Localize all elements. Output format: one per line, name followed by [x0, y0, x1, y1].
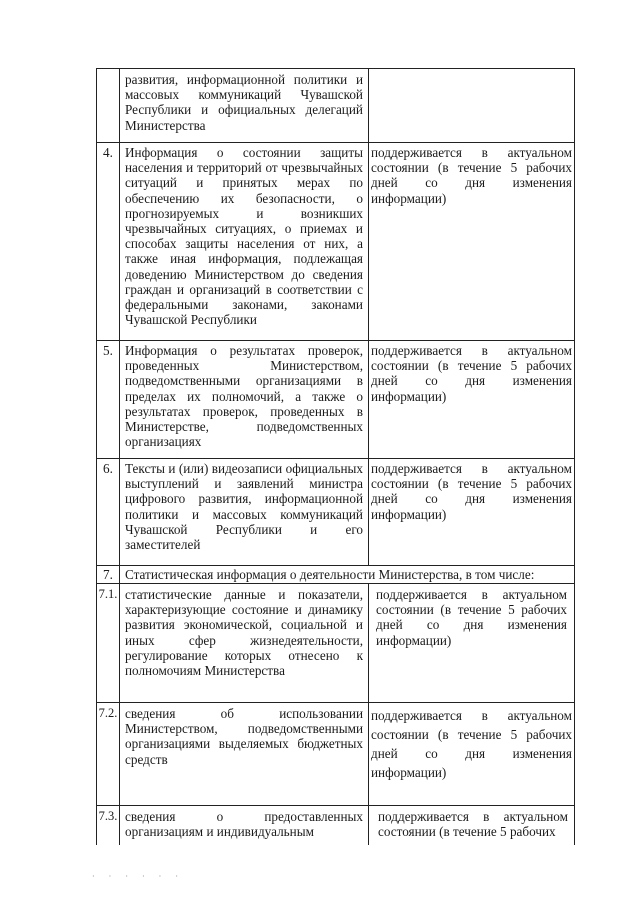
table-row-number: 6. [103, 461, 113, 476]
table-row-deadline: поддерживается в актуальном состоянии (в течение 5 рабочих дней со дня изменения информации) [371, 145, 572, 206]
row-separator [96, 583, 575, 584]
table-row-number: 5. [103, 343, 113, 358]
row-separator [96, 142, 575, 143]
table-row-number: 7. [103, 567, 113, 582]
row-separator [96, 565, 575, 566]
table-row-number: 7.3. [98, 809, 118, 823]
table-row-number: 7.2. [98, 706, 118, 720]
table-row-deadline: поддерживается в актуальном состоянии (в течение 5 рабочих дней со дня изменения информации) [376, 587, 567, 648]
row-separator [96, 805, 575, 806]
table-row-description: Информация о результатах проверок, проведенных Министерством, подведомственными организациями в пределах их полномочий, а также о результатах проверок, проведенных в Министерстве, подведомственных организациях [125, 343, 363, 450]
table-row-deadline: поддерживается в актуальном состоянии (в течение 5 рабочих дней со дня изменения информации) [371, 343, 572, 404]
table-row-description: Тексты и (или) видеозаписи официальных выступлений и заявлений министра цифрового развития, информационной политики и массовых коммуникаций Чувашской Республики и его заместителей [125, 461, 363, 553]
table-row-number: 7.1. [98, 587, 118, 601]
table-row-deadline: поддерживается в актуальном состоянии (в течение 5 рабочих [378, 809, 568, 840]
table-row-description: сведения о предоставленных организациям и индивидуальным [125, 809, 363, 840]
table-row-description: развития, информационной политики и массовых коммуникаций Чувашской Республики и официальных делегаций Министерства [125, 72, 363, 133]
table-row-deadline: поддерживается в актуальном состоянии (в течение 5 рабочих дней со дня изменения информации) [371, 461, 572, 522]
scan-noise: · · · · · · [92, 872, 184, 881]
table-row-description: статистические данные и показатели, характеризующие состояние и динамику развития экономической, социальной и иных сфер жизнедеятельности, регулирование которых отнесено к полномочиям Министерства [125, 587, 363, 679]
table-row-description: Статистическая информация о деятельности Министерства, в том числе: [125, 567, 535, 582]
row-separator [96, 340, 575, 341]
table-row-description: Информация о состоянии защиты населения и территорий от чрезвычайных ситуаций и принятых мерах по обеспечению их безопасности, о прогнозируемых и возникших чрезвычайных ситуациях, о приемах и способах защиты населения от них, а также иная информация, подлежащая доведению Министерством до сведения граждан и организаций в соответствии с федеральными законами, законами Чувашской Республики [125, 145, 363, 328]
table-border-top [96, 68, 575, 69]
table-border-right [574, 68, 575, 845]
table-divider-number [119, 68, 120, 845]
table-row-deadline: поддерживается в актуальном состоянии (в течение 5 рабочих дней со дня изменения информации) [371, 708, 572, 780]
table-row-description: сведения об использовании Министерством, подведомственными организациями выделяемых бюджетных средств [125, 706, 363, 767]
row-separator [96, 458, 575, 459]
row-separator [96, 702, 575, 703]
table-border-left [96, 68, 97, 845]
table-row-number: 4. [103, 145, 113, 160]
